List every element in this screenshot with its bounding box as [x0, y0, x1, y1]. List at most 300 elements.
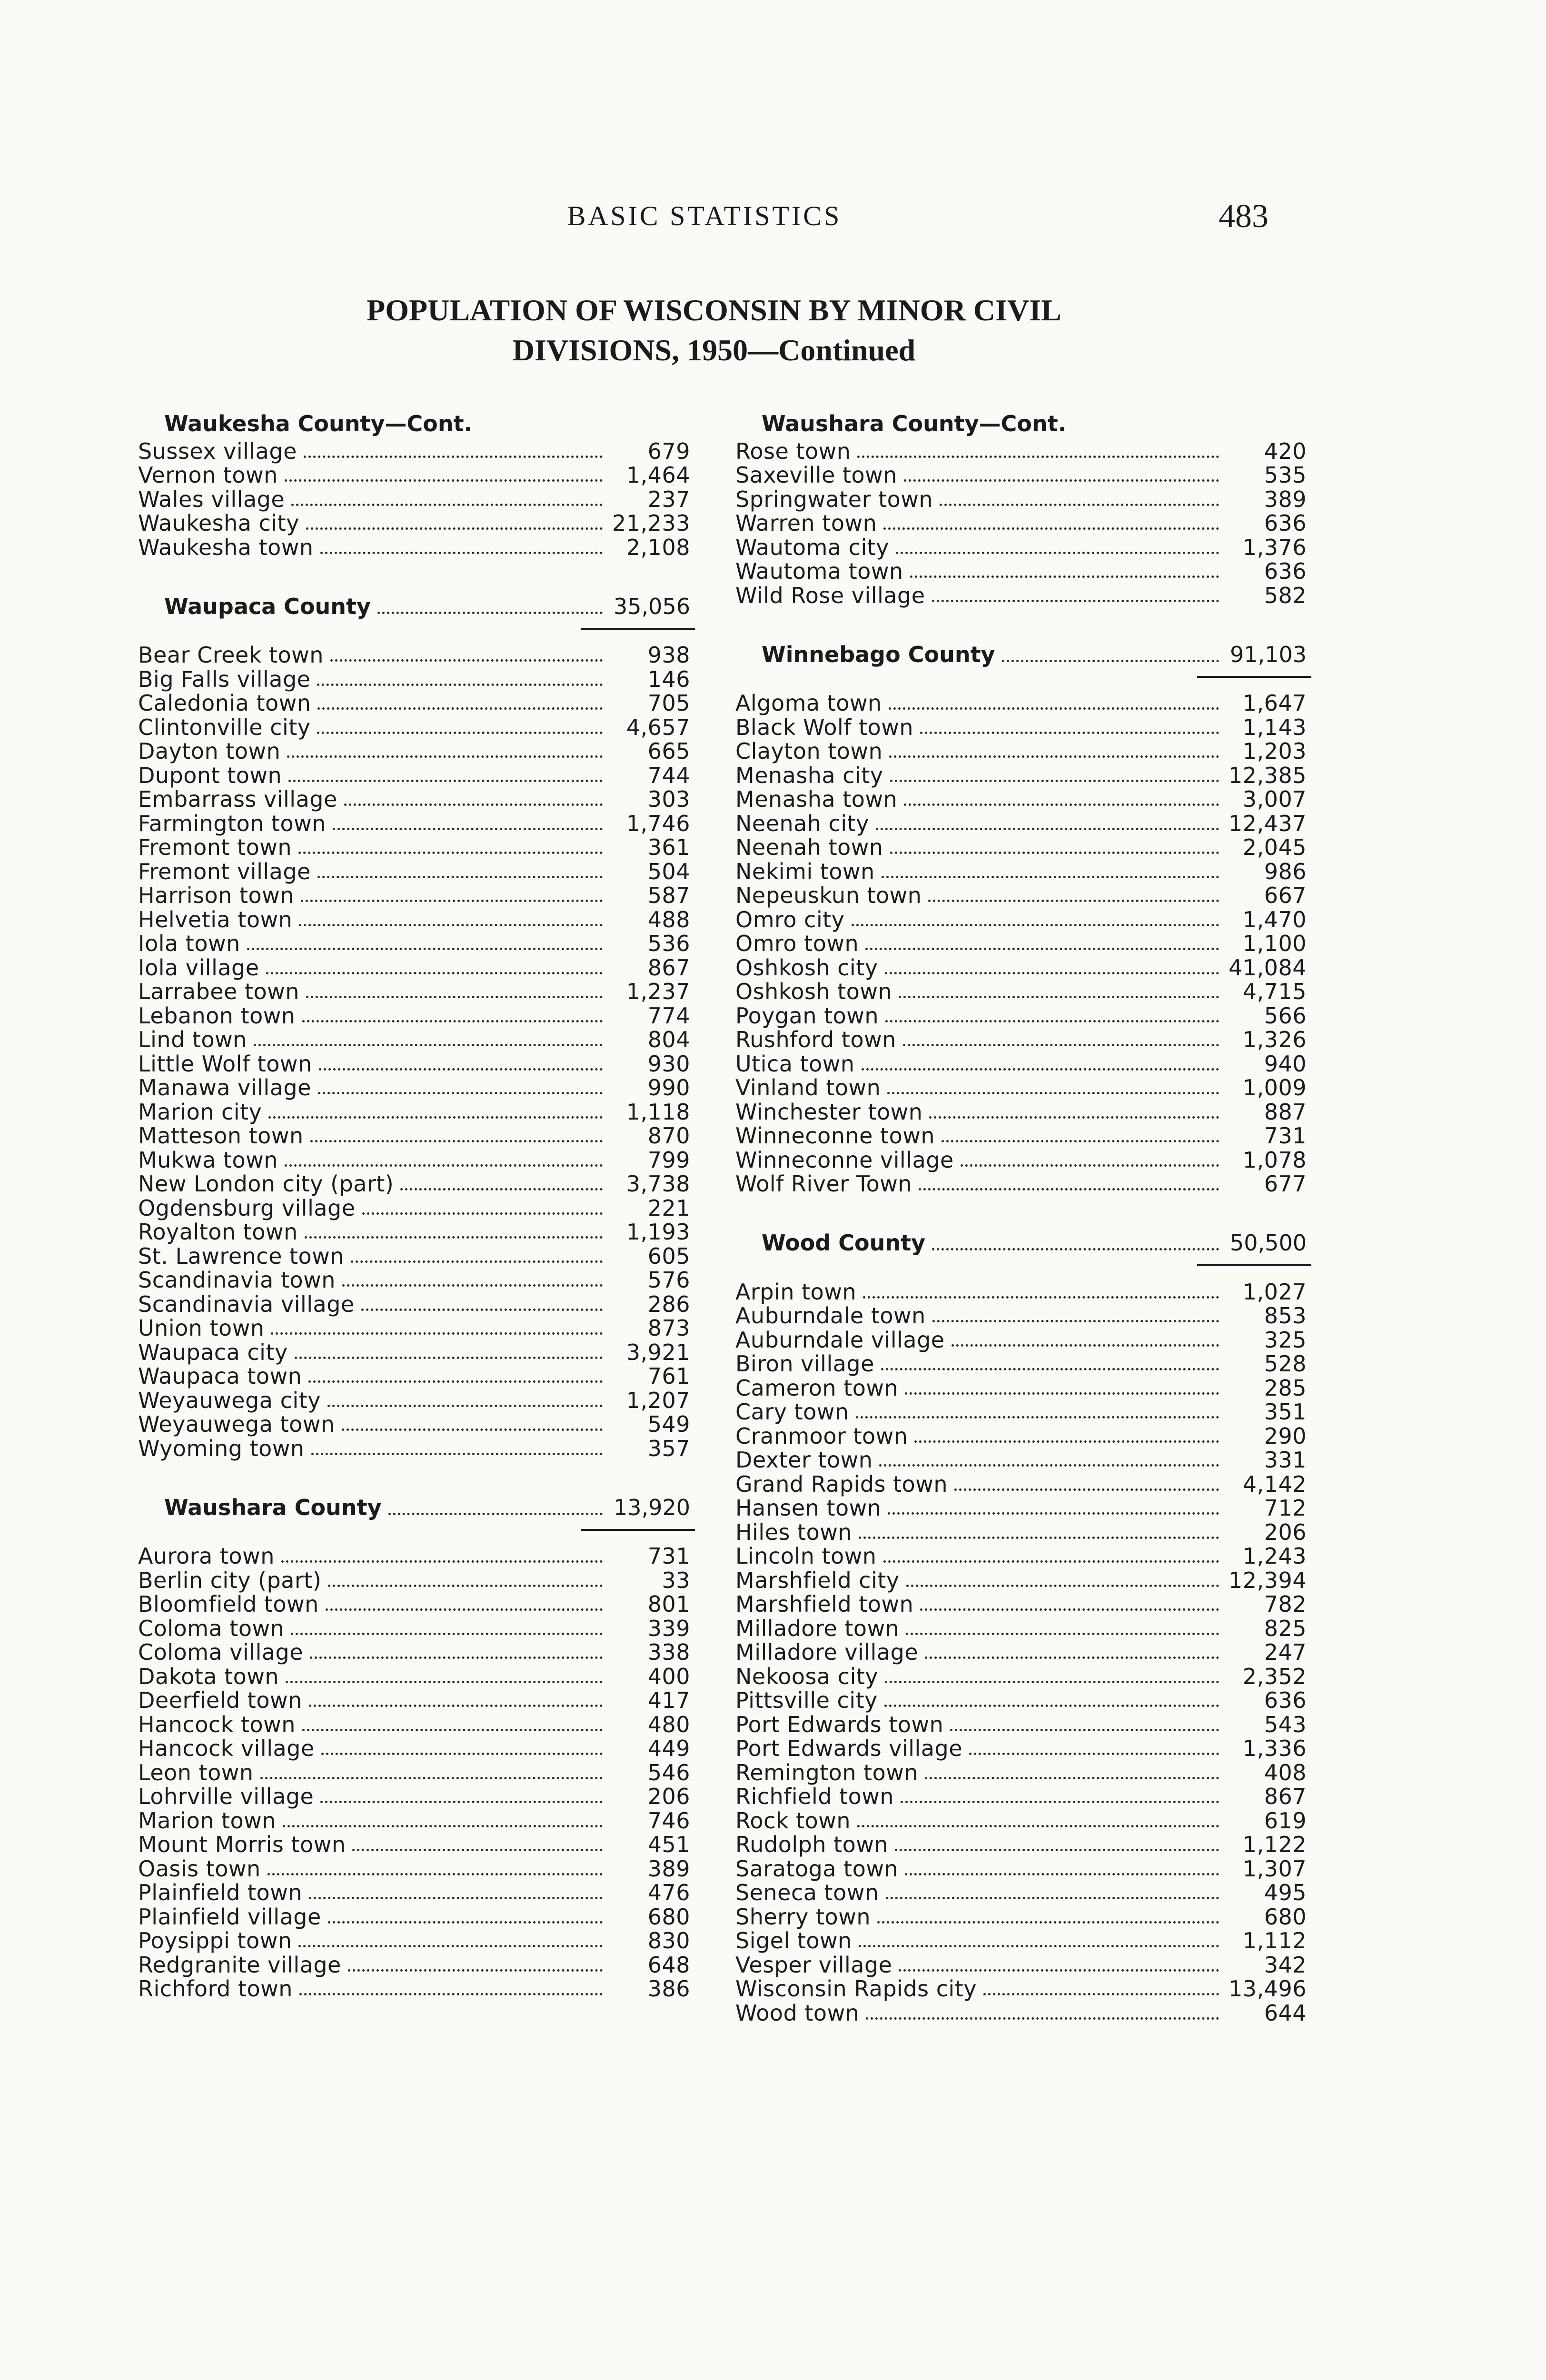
population-value: 744: [647, 762, 690, 788]
population-value: 1,237: [626, 979, 690, 1004]
section-wood: [735, 1222, 1307, 2025]
population-value: 1,326: [1242, 1027, 1307, 1052]
dot-leader: [348, 1969, 603, 1972]
table-row: [138, 439, 690, 463]
population-value: 576: [647, 1267, 690, 1293]
division-name: Saratoga town: [735, 1855, 899, 1882]
population-value: 801: [647, 1591, 690, 1617]
table-row: [735, 1568, 1307, 1592]
division-name: Lind town: [138, 1027, 247, 1052]
table-row: [138, 1100, 690, 1124]
dot-leader: [919, 1188, 1219, 1190]
dot-leader: [883, 527, 1219, 530]
dot-leader: [287, 755, 603, 758]
division-name: New London city (part): [138, 1171, 394, 1197]
division-name: Vinland town: [735, 1075, 881, 1101]
population-value: 331: [1264, 1447, 1307, 1473]
page-title: [267, 290, 1161, 370]
division-name: Nepeuskun town: [735, 883, 922, 908]
dot-leader: [377, 612, 603, 614]
table-row: [735, 1448, 1307, 1472]
division-name: Winchester town: [735, 1099, 923, 1125]
table-row: [735, 1881, 1307, 1905]
division-name: Biron village: [735, 1351, 874, 1377]
table-row: [138, 859, 690, 883]
division-name: Ogdensburg village: [138, 1195, 356, 1221]
table-row: [735, 739, 1307, 764]
population-value: 867: [647, 954, 690, 981]
population-value: 400: [647, 1663, 690, 1689]
dot-leader: [895, 1849, 1219, 1851]
population-value: 582: [1264, 582, 1307, 608]
division-name: Clayton town: [735, 738, 883, 764]
spacer: [138, 619, 690, 643]
dot-leader: [910, 575, 1219, 578]
population-value: 873: [647, 1315, 690, 1341]
county-total-row: [138, 1487, 690, 1520]
division-name: Utica town: [735, 1051, 855, 1077]
dot-leader: [291, 1633, 603, 1635]
division-name: Plainfield town: [138, 1880, 302, 1905]
table-row: [138, 1544, 690, 1568]
division-name: Sigel town: [735, 1928, 852, 1954]
table-row: [735, 1076, 1307, 1100]
table-row: [735, 583, 1307, 607]
dot-leader: [344, 803, 603, 806]
population-value: 3,007: [1242, 786, 1307, 812]
table-row: [138, 1388, 690, 1412]
dot-leader: [901, 1801, 1219, 1803]
population-value: 731: [647, 1543, 690, 1569]
dot-leader: [881, 1368, 1219, 1370]
row-list: [735, 439, 1307, 607]
division-name: Redgranite village: [138, 1952, 341, 1978]
division-name: Black Wolf town: [735, 714, 914, 740]
population-value: 12,394: [1229, 1567, 1307, 1593]
population-value: 1,647: [1242, 690, 1307, 716]
division-name: Milladore village: [735, 1639, 919, 1665]
table-row: [735, 980, 1307, 1004]
dot-leader: [317, 684, 603, 686]
dot-leader: [299, 1993, 603, 1995]
population-value: 1,118: [626, 1099, 690, 1125]
dot-leader: [859, 1537, 1219, 1539]
division-name: Manawa village: [138, 1075, 311, 1101]
division-name: Helvetia town: [138, 906, 293, 932]
dot-leader: [920, 1608, 1219, 1611]
division-name: Berlin city (part): [138, 1567, 322, 1593]
division-name: Oshkosh city: [735, 954, 878, 981]
table-row: [138, 1364, 690, 1388]
dot-leader: [866, 2017, 1219, 2020]
division-name: Winneconne village: [735, 1147, 954, 1173]
table-row: [138, 1688, 690, 1713]
population-value: 619: [1264, 1807, 1307, 1834]
division-name: Hancock town: [138, 1711, 296, 1737]
population-value: 566: [1264, 1002, 1307, 1029]
division-name: Milladore town: [735, 1615, 900, 1641]
division-name: Scandinavia village: [138, 1291, 355, 1317]
table-row: [138, 1929, 690, 1953]
table-row: [735, 1172, 1307, 1196]
division-name: St. Lawrence town: [138, 1243, 344, 1269]
population-value: 1,336: [1242, 1735, 1307, 1761]
division-name: Fremont town: [138, 834, 292, 860]
row-list: [735, 1279, 1307, 2025]
table-row: [138, 1051, 690, 1076]
population-value: 1,027: [1242, 1279, 1307, 1305]
population-value: 285: [1264, 1375, 1307, 1401]
population-value: 1,470: [1242, 906, 1307, 932]
population-value: 1,143: [1242, 714, 1307, 740]
dot-leader: [317, 876, 603, 878]
dot-leader: [884, 1705, 1219, 1707]
dot-leader: [328, 1585, 603, 1587]
table-row: [735, 1856, 1307, 1881]
population-value: 386: [647, 1976, 690, 2002]
division-name: Rudolph town: [735, 1832, 889, 1857]
dot-leader: [925, 1777, 1219, 1779]
table-row: [138, 835, 690, 860]
population-value: 774: [647, 1002, 690, 1029]
dot-leader: [306, 527, 603, 530]
population-value: 1,203: [1242, 738, 1307, 764]
table-row: [735, 932, 1307, 956]
division-name: Hiles town: [735, 1519, 852, 1545]
population-value: 325: [1264, 1327, 1307, 1353]
table-row: [735, 511, 1307, 536]
population-value: 990: [647, 1075, 690, 1101]
table-row: [735, 907, 1307, 932]
county-total-row: [735, 634, 1307, 667]
table-row: [138, 955, 690, 980]
table-row: [735, 1376, 1307, 1400]
division-name: Cranmoor town: [735, 1423, 908, 1449]
table-row: [735, 955, 1307, 980]
dot-leader: [877, 1921, 1219, 1924]
population-value: 3,738: [626, 1171, 690, 1197]
division-name: Wisconsin Rapids city: [735, 1976, 977, 2002]
division-name: Winneconne town: [735, 1123, 935, 1149]
table-row: [138, 1760, 690, 1785]
population-value: 4,657: [626, 714, 690, 740]
table-row: [138, 1856, 690, 1881]
population-value: 1,746: [626, 810, 690, 836]
population-value: 679: [647, 438, 690, 464]
title-line-1: POPULATION OF WISCONSIN BY MINOR CIVIL: [367, 293, 1061, 327]
table-row: [138, 1028, 690, 1052]
table-row: [735, 1953, 1307, 1977]
population-value: 4,715: [1242, 979, 1307, 1004]
dot-leader: [302, 1020, 603, 1022]
dot-leader: [906, 1633, 1219, 1635]
division-name: Hansen town: [735, 1495, 882, 1521]
table-row: [735, 1028, 1307, 1052]
division-name: Union town: [138, 1315, 265, 1341]
division-name: Fremont village: [138, 858, 311, 884]
population-value: 746: [647, 1807, 690, 1834]
population-value: 761: [647, 1363, 690, 1389]
population-value: 887: [1264, 1099, 1307, 1125]
population-value: 536: [647, 931, 690, 956]
dot-leader: [298, 852, 603, 854]
division-name: Richfield town: [735, 1784, 894, 1809]
dot-leader: [961, 1164, 1219, 1167]
table-row: [138, 1172, 690, 1196]
dot-leader: [857, 1825, 1219, 1827]
table-row: [735, 883, 1307, 908]
title-line-2: DIVISIONS, 1950—Continued: [512, 333, 916, 367]
population-value: 636: [1264, 558, 1307, 584]
table-row: [138, 1568, 690, 1592]
table-row: [735, 811, 1307, 835]
dot-leader: [932, 600, 1219, 602]
dot-leader: [859, 1945, 1219, 1947]
table-row: [138, 715, 690, 739]
row-list: [138, 439, 690, 559]
division-name: Rock town: [735, 1807, 851, 1834]
dot-leader: [310, 1140, 603, 1142]
table-row: [735, 835, 1307, 860]
dot-leader: [885, 972, 1219, 974]
population-value: 4,142: [1242, 1471, 1307, 1497]
table-row: [138, 907, 690, 932]
dot-leader: [925, 1656, 1219, 1659]
population-value: 549: [647, 1411, 690, 1437]
population-value: 705: [647, 690, 690, 716]
table-row: [735, 1929, 1307, 1953]
table-row: [138, 1736, 690, 1761]
dot-leader: [309, 1705, 603, 1707]
table-row: [138, 1616, 690, 1640]
table-row: [138, 739, 690, 764]
population-value: 290: [1264, 1423, 1307, 1449]
population-value: 476: [647, 1880, 690, 1905]
division-name: Seneca town: [735, 1880, 879, 1905]
division-name: Nekimi town: [735, 858, 875, 884]
table-row: [138, 1316, 690, 1340]
table-row: [138, 487, 690, 511]
table-row: [735, 1520, 1307, 1544]
division-name: Auburndale town: [735, 1303, 926, 1329]
dot-leader: [260, 1777, 603, 1779]
division-name: Vernon town: [138, 462, 278, 488]
division-name: Vesper village: [735, 1952, 892, 1978]
dot-leader: [327, 1405, 603, 1407]
table-row: [735, 1472, 1307, 1496]
dot-leader: [914, 1440, 1219, 1443]
division-name: Sherry town: [735, 1904, 871, 1930]
division-name: Neenah city: [735, 810, 869, 836]
population-value: 543: [1264, 1711, 1307, 1737]
division-name: Marion city: [138, 1099, 262, 1125]
dot-leader: [352, 1849, 603, 1851]
division-name: Wild Rose village: [735, 582, 925, 608]
division-name: Royalton town: [138, 1219, 298, 1245]
population-value: 451: [647, 1832, 690, 1857]
dot-leader: [342, 1428, 603, 1431]
population-value: 12,385: [1229, 762, 1307, 788]
dot-leader: [317, 732, 603, 734]
population-value: 420: [1264, 438, 1307, 464]
division-name: Mount Morris town: [138, 1832, 346, 1857]
division-name: Plainfield village: [138, 1904, 321, 1930]
population-value: 680: [647, 1904, 690, 1930]
dot-leader: [362, 1212, 603, 1215]
division-name: Dayton town: [138, 738, 281, 764]
population-value: 1,207: [626, 1387, 690, 1413]
dot-leader: [896, 552, 1219, 554]
population-value: 677: [1264, 1171, 1307, 1197]
dot-leader: [308, 1380, 603, 1383]
table-row: [735, 1400, 1307, 1424]
division-name: Caledonia town: [138, 690, 311, 716]
table-row: [735, 1279, 1307, 1304]
dot-leader: [298, 1945, 603, 1947]
table-row: [735, 1785, 1307, 1809]
dot-leader: [400, 1188, 603, 1190]
county-total: 50,500: [1226, 1230, 1307, 1256]
table-row: [138, 511, 690, 536]
table-row: [138, 1340, 690, 1364]
population-value: 938: [647, 642, 690, 668]
table-row: [735, 1304, 1307, 1328]
division-name: Little Wolf town: [138, 1051, 312, 1077]
dot-leader: [940, 504, 1219, 506]
population-value: 1,464: [626, 462, 690, 488]
population-value: 3,921: [626, 1339, 690, 1365]
dot-leader: [320, 1801, 603, 1803]
dot-leader: [885, 1020, 1219, 1022]
division-name: Hancock village: [138, 1735, 315, 1761]
population-value: 799: [647, 1147, 690, 1173]
table-row: [735, 1616, 1307, 1640]
dot-leader: [862, 1068, 1219, 1071]
section-heading: Waukesha County—Cont.: [164, 411, 473, 436]
division-name: Marion town: [138, 1807, 276, 1834]
table-row: [138, 1664, 690, 1688]
section-winnebago: [735, 634, 1307, 1196]
dot-leader: [306, 996, 603, 998]
population-value: 504: [647, 858, 690, 884]
population-value: 644: [1264, 2000, 1307, 2026]
population-value: 338: [647, 1639, 690, 1665]
division-name: Leon town: [138, 1759, 254, 1785]
section-waushara-cont: [735, 409, 1307, 607]
population-value: 1,307: [1242, 1855, 1307, 1882]
table-row: [138, 883, 690, 908]
division-name: Lebanon town: [138, 1002, 296, 1029]
population-value: 389: [1264, 486, 1307, 512]
dot-leader: [928, 900, 1219, 902]
division-name: Deerfield town: [138, 1687, 302, 1713]
dot-leader: [865, 948, 1219, 950]
page-number: 483: [1219, 198, 1269, 235]
table-row: [735, 1124, 1307, 1148]
left-column: [138, 409, 690, 2027]
dot-leader: [905, 1873, 1219, 1875]
dot-leader: [886, 1897, 1219, 1899]
dot-leader: [876, 828, 1219, 830]
dot-leader: [857, 456, 1219, 458]
division-name: Nekoosa city: [735, 1663, 879, 1689]
division-name: Remington town: [735, 1759, 919, 1785]
population-value: 636: [1264, 510, 1307, 536]
dot-leader: [268, 1873, 603, 1875]
population-value: 825: [1264, 1615, 1307, 1641]
division-name: Coloma village: [138, 1639, 304, 1665]
table-row: [138, 980, 690, 1004]
dot-leader: [883, 1560, 1219, 1563]
table-row: [735, 1424, 1307, 1448]
population-value: 1,193: [626, 1219, 690, 1245]
row-list: [735, 691, 1307, 1196]
table-row: [138, 1785, 690, 1809]
division-name: Marshfield town: [735, 1591, 914, 1617]
dot-leader: [903, 1044, 1219, 1046]
population-value: 41,084: [1229, 954, 1307, 981]
county-total: 13,920: [609, 1495, 690, 1520]
dot-leader: [954, 1488, 1219, 1491]
division-name: Bear Creek town: [138, 642, 324, 668]
division-name: Bloomfield town: [138, 1591, 319, 1617]
table-row: [138, 463, 690, 487]
spacer: [735, 1256, 1307, 1279]
population-value: 342: [1264, 1952, 1307, 1978]
dot-leader: [304, 456, 603, 458]
dot-leader: [302, 1729, 603, 1731]
table-row: [138, 1412, 690, 1437]
table-row: [138, 1148, 690, 1172]
dot-leader: [906, 1585, 1219, 1587]
county-name: Winnebago County: [762, 641, 995, 667]
dot-leader: [983, 1993, 1219, 1995]
population-value: 528: [1264, 1351, 1307, 1377]
division-name: Cary town: [735, 1399, 849, 1425]
table-row: [138, 535, 690, 559]
population-value: 1,243: [1242, 1543, 1307, 1569]
population-value: 417: [647, 1687, 690, 1713]
dot-leader: [951, 1344, 1219, 1347]
division-name: Omro city: [735, 906, 845, 932]
division-name: Embarrass village: [138, 786, 337, 812]
table-row: [735, 1003, 1307, 1028]
dot-leader: [856, 1416, 1219, 1418]
dot-leader: [305, 1236, 603, 1239]
dot-leader: [333, 828, 603, 830]
population-value: 870: [647, 1123, 690, 1149]
dot-leader: [254, 1044, 603, 1046]
table-row: [735, 1148, 1307, 1172]
population-value: 930: [647, 1051, 690, 1077]
population-value: 605: [647, 1243, 690, 1269]
population-value: 33: [662, 1567, 690, 1593]
division-name: Mukwa town: [138, 1147, 278, 1173]
dot-leader: [888, 1512, 1219, 1515]
section-heading: Waushara County—Cont.: [762, 411, 1067, 436]
population-value: 731: [1264, 1123, 1307, 1149]
table-row: [138, 1640, 690, 1665]
dot-leader: [310, 1656, 603, 1659]
dot-leader: [388, 1513, 603, 1515]
population-value: 449: [647, 1735, 690, 1761]
dot-leader: [321, 1753, 603, 1755]
spacer: [138, 1520, 690, 1544]
dot-leader: [271, 1332, 603, 1335]
population-value: 867: [1264, 1784, 1307, 1809]
dot-leader: [899, 996, 1219, 998]
dot-leader: [281, 1560, 603, 1563]
